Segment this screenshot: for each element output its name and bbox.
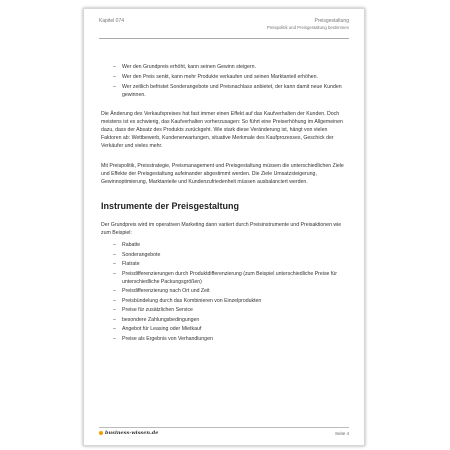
list-item: – Preise für zusätzlichen Service — [101, 306, 347, 314]
list-item: – Wer zeitlich befristet Sonderangebote und Preisnachlass anbietet, der kann damit neue Kunden gewinnen. — [101, 83, 347, 99]
logo-dot-icon — [99, 431, 103, 435]
list-item: – Flatrate — [101, 260, 347, 268]
list-item: – Sonderangebote — [101, 251, 347, 259]
effects-list — [101, 63, 347, 99]
list-item: – Preisdifferenzierungen durch Produktdifferenzierung (zum Beispiel unterschiedliche Preise für unterschiedliche Packungsgrößen) — [101, 270, 347, 286]
list-item: – Angebot für Leasing oder Mietkauf — [101, 325, 347, 333]
paragraph-instruments-intro: Der Grundpreis wird im operativen Marketing dann variiert durch Preisinstrumente und Preisaktionen wie zum Beispiel: — [101, 222, 342, 236]
chapter-label: Kapitel 074 — [99, 18, 125, 24]
instruments-list — [101, 241, 347, 343]
page-header — [99, 18, 349, 39]
page-content — [101, 63, 347, 344]
section-subtitle: Preispolitik und Preisgestaltung bestimmen — [266, 25, 349, 30]
page-footer — [99, 427, 349, 438]
paragraph-price-policy: Mit Preispolitik, Preisstrategie, Preismanagement und Preisgestaltung müssen die unterschiedlichen Ziele und Effekte der Preisgestaltung aufeinander abgestimmt werden. Die Ziele Umsatzsteigerung, Gewinnoptimierung, Marktanteile und Kundenzufriedenheit müssen ausbalanciert werden. — [101, 163, 344, 185]
list-item: – Preisdifferenzierung nach Ort und Zeit — [101, 287, 347, 295]
page-number: Seite 4 — [334, 431, 349, 436]
list-item: – besondere Zahlungsbedingungen — [101, 316, 347, 324]
list-item: – Wer den Preis senkt, kann mehr Produkte verkaufen und seinen Marktanteil erhöhen. — [101, 73, 347, 81]
brand-logo — [99, 430, 158, 436]
logo-text: business-wissen.de — [105, 430, 159, 436]
document-page — [83, 8, 365, 446]
list-item: – Wer den Grundpreis erhöht, kann seinen Gewinn steigern. — [101, 63, 347, 71]
list-item: – Preise als Ergebnis von Verhandlungen — [101, 335, 347, 343]
list-item: – Preisbündelung durch das Kombinieren von Einzelprodukten — [101, 297, 347, 305]
list-item: – Rabatte — [101, 241, 347, 249]
paragraph-price-change: Die Änderung des Verkaufspreises hat fast immer einen Effekt auf das Kaufverhalten der Kunden. Doch meistens ist es schwierig, das Kaufverhalten vorherzusagen: So führt eine Preiserhöhung im Allgemeinen dazu, dass der Absatz des Produkts zurückgeht. Wie stark diese Veränderung ist, hängt von vielen Faktoren ab: Wettbewerb, Kundenerwartungen, situative Merkmale des Kaufprozesses, Geschick der Verkäufer und vieles mehr. — [101, 111, 343, 149]
section-heading: Instrumente der Preisgestaltung — [101, 201, 240, 211]
section-title: Preisgestaltung — [314, 18, 349, 24]
